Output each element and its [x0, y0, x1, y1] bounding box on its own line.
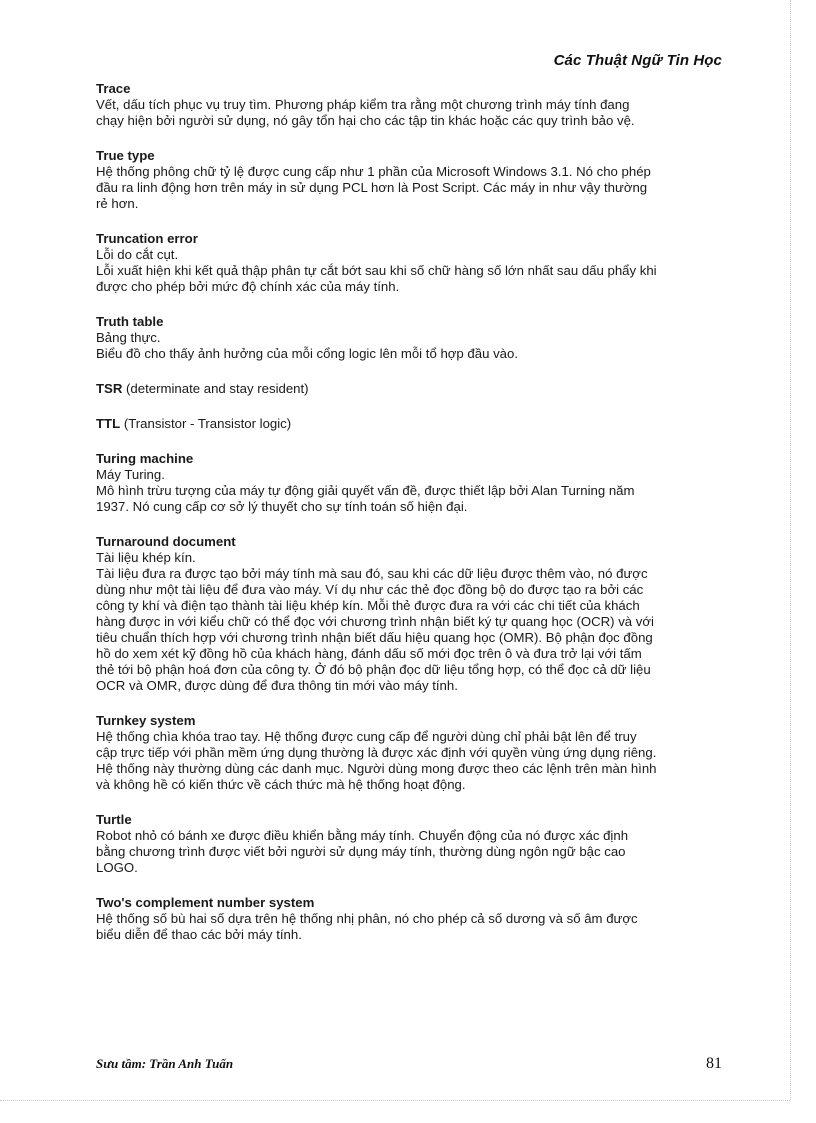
entry-definition-line: Bảng thực. — [96, 330, 161, 345]
glossary-entry — [96, 231, 726, 295]
entry-definition-line: Tài liệu đưa ra được tạo bởi máy tính mà sau đó, sau khi các dữ liệu được thêm vào, nó được — [96, 566, 648, 581]
glossary-entry — [96, 416, 726, 432]
page-edge-bottom — [0, 1100, 790, 1101]
entry-definition-line: Hệ thống số bù hai số dựa trên hệ thống nhị phân, nó cho phép cả số dương và số âm được — [96, 911, 638, 926]
entry-term: Turnaround document — [96, 534, 236, 549]
entry-definition-line: được cho phép bởi mức độ chính xác của máy tính. — [96, 279, 400, 294]
glossary-entry — [96, 713, 726, 793]
page-edge-right — [790, 0, 791, 1100]
glossary-entry — [96, 451, 726, 515]
entry-definition-line: chạy hiện bởi người sử dụng, nó gây tổn hại cho các tập tin khác hoặc các quy trình bảo vệ. — [96, 113, 635, 128]
entry-definition-line: LOGO. — [96, 860, 138, 875]
glossary-entry — [96, 148, 726, 212]
entry-definition-line: Lỗi do cắt cụt. — [96, 247, 179, 262]
entry-term: TSR — [96, 381, 123, 396]
entry-definition-line: thẻ tới bộ phận hoá đơn của công ty. Ở đó bộ phận đọc dữ liệu tổng hợp, có thể đọc cả dữ liệu — [96, 662, 651, 677]
entry-definition-line: dùng như một tài liệu để đưa vào máy. Ví dụ như các thẻ đọc đồng bộ do được tạo ra bởi các — [96, 582, 644, 597]
glossary-entry — [96, 812, 726, 876]
entry-term: Two's complement number system — [96, 895, 315, 910]
entry-definition-line: cập trực tiếp với phần mềm ứng dụng thường là được xác định với quyền vùng ứng dụng riêng. — [96, 745, 657, 760]
entry-definition-line: đầu ra linh động hơn trên máy in sử dụng PCL hơn là Post Script. Các máy in như vậy thường — [96, 180, 648, 195]
entry-definition-line: và không hề có kiến thức về cách thức mà hệ thống hoạt động. — [96, 777, 466, 792]
entry-definition-line: Hệ thống chìa khóa trao tay. Hệ thống được cung cấp để người dùng chỉ phải bật lên để truy — [96, 729, 637, 744]
entry-definition-line: Lỗi xuất hiện khi kết quả thập phân tự cắt bớt sau khi số chữ hàng số lớn nhất sau dấu phẩy khi — [96, 263, 657, 278]
entry-term: Turnkey system — [96, 713, 196, 728]
entry-term: Turing machine — [96, 451, 194, 466]
entry-definition-line: tiêu chuẩn thích hợp với chương trình nhận biết dấu hiệu quang học (OMR). Bộ phận đọc đồng — [96, 630, 653, 645]
entry-term: Truth table — [96, 314, 164, 329]
entry-definition-line: OCR và OMR, được dùng để đưa thông tin mới vào máy tính. — [96, 678, 458, 693]
entry-term: Truncation error — [96, 231, 198, 246]
footer-author: Sưu tầm: Trần Anh Tuấn — [96, 1056, 234, 1071]
page-number: 81 — [706, 1055, 722, 1072]
entry-term: Turtle — [96, 812, 132, 827]
entry-definition-line: Máy Turing. — [96, 467, 165, 482]
glossary-entry — [96, 81, 726, 129]
entry-definition-line: Hệ thống này thường dùng các danh mục. Người dùng mong được theo các lệnh trên màn hình — [96, 761, 657, 776]
entry-definition-line: Hệ thống phông chữ tỷ lệ được cung cấp như 1 phần của Microsoft Windows 3.1. Nó cho phép — [96, 164, 651, 179]
entry-term: TTL — [96, 416, 121, 431]
entry-definition-line: 1937. Nó cung cấp cơ sở lý thuyết cho sự tính toán số hiện đại. — [96, 499, 468, 514]
glossary-entry — [96, 381, 726, 397]
entry-definition-line: hàng được in với kiểu chữ có thể đọc với chương trình nhận biết ký tự quang học (OCR) và với — [96, 614, 654, 629]
entry-term: True type — [96, 148, 155, 163]
page-header-title: Các Thuật Ngữ Tin Học — [553, 52, 722, 69]
entry-definition-line: Tài liệu khép kín. — [96, 550, 196, 565]
entry-expansion: (Transistor - Transistor logic) — [120, 416, 292, 431]
entry-definition-line: công ty khí và điện tạo thành tài liệu khép kín. Mỗi thẻ được đưa ra với các chi tiết của khách — [96, 598, 640, 613]
entry-definition-line: hồ do xem xét kỹ đồng hồ của khách hàng, đánh dấu số mới đọc trên ô và đưa trở lại với tấm — [96, 646, 642, 661]
glossary-entry — [96, 534, 726, 694]
entry-definition-line: bằng chương trình được viết bởi người sử dụng máy tính, thường dùng ngôn ngữ bậc cao — [96, 844, 626, 859]
glossary-entry — [96, 314, 726, 362]
entry-definition-line: Robot nhỏ có bánh xe được điều khiển bằng máy tính. Chuyển động của nó được xác định — [96, 828, 629, 843]
entry-expansion: (determinate and stay resident) — [122, 381, 309, 396]
entry-definition-line: Mô hình trừu tượng của máy tự động giải quyết vấn đề, được thiết lập bởi Alan Turning năm — [96, 483, 635, 498]
entry-definition-line: Vết, dấu tích phục vụ truy tìm. Phương pháp kiểm tra rằng một chương trình máy tính đang — [96, 97, 630, 112]
entry-definition-line: rẻ hơn. — [96, 196, 139, 211]
entry-definition-line: Biểu đồ cho thấy ảnh hưởng của mỗi cổng logic lên mỗi tổ hợp đầu vào. — [96, 346, 519, 361]
entry-term: Trace — [96, 81, 131, 96]
glossary-content — [96, 81, 726, 962]
entry-definition-line: biểu diễn để thao các bởi máy tính. — [96, 927, 302, 942]
glossary-entry — [96, 895, 726, 943]
